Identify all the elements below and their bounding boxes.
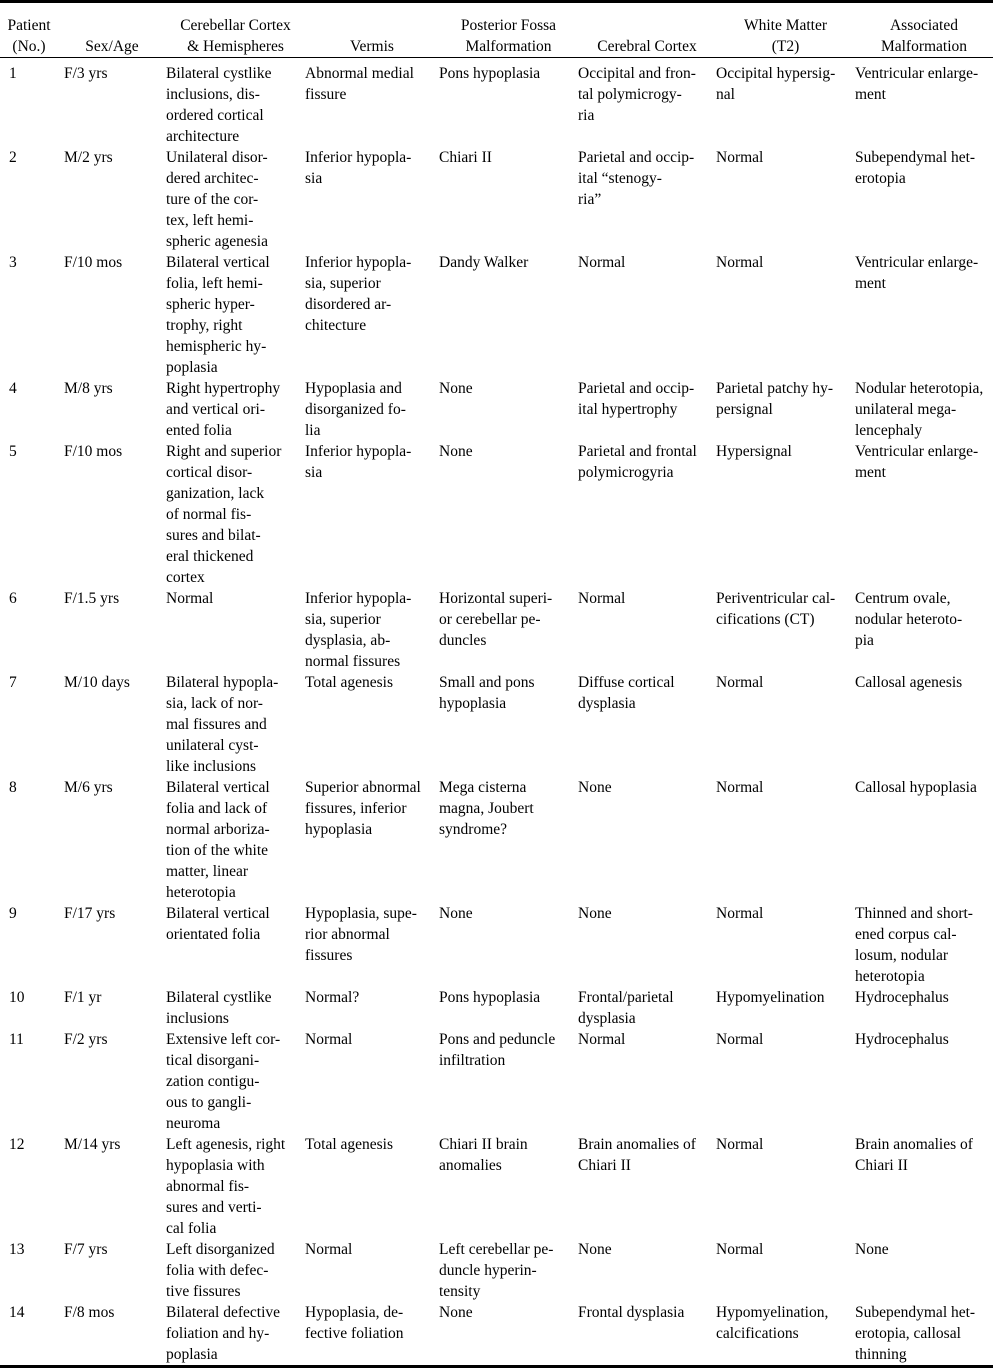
col-header-vermis: Vermis — [350, 38, 394, 55]
cell-cerebral-cortex: None — [578, 779, 612, 796]
cell-associated-malformation: Subependymal het- erotopia, callosal thinning — [855, 1304, 976, 1363]
cell-posterior-fossa: None — [439, 443, 473, 460]
table-row — [0, 588, 993, 672]
cell-patient-no: 11 — [9, 1031, 24, 1048]
cell-vermis: Hypoplasia, de- fective foliation — [305, 1304, 404, 1342]
cell-patient-no: 7 — [9, 674, 17, 691]
cell-cerebral-cortex: Frontal/parietal dysplasia — [578, 989, 674, 1027]
cell-sex-age: F/2 yrs — [64, 1031, 108, 1048]
cell-white-matter: Occipital hypersig- nal — [716, 65, 836, 103]
table-row — [0, 1029, 993, 1134]
cell-white-matter: Normal — [716, 1031, 764, 1048]
table-row — [0, 903, 993, 987]
cell-sex-age: M/8 yrs — [64, 380, 113, 397]
cell-vermis: Inferior hypopla- sia, superior dysplasia, ab- normal fissures — [305, 590, 412, 670]
cell-posterior-fossa: Small and pons hypoplasia — [439, 674, 535, 712]
cell-sex-age: F/17 yrs — [64, 905, 116, 922]
cell-posterior-fossa: Pons and peduncle infiltration — [439, 1031, 556, 1069]
cell-posterior-fossa: Chiari II — [439, 149, 492, 166]
cell-cerebellar-cortex: Bilateral hypopla- sia, lack of nor- mal fissures and unilateral cyst- like inclusions — [166, 674, 279, 775]
cell-sex-age: M/14 yrs — [64, 1136, 121, 1153]
cell-sex-age: M/10 days — [64, 674, 130, 691]
cell-sex-age: F/10 mos — [64, 443, 123, 460]
cell-sex-age: F/3 yrs — [64, 65, 108, 82]
table-row — [0, 987, 993, 1029]
cell-vermis: Normal — [305, 1031, 353, 1048]
cell-associated-malformation: Brain anomalies of Chiari II — [855, 1136, 973, 1174]
cell-white-matter: Parietal patchy hy- persignal — [716, 380, 834, 418]
col-header-white-matter: White Matter (T2) — [743, 17, 828, 55]
cell-associated-malformation: Ventricular enlarge- ment — [855, 254, 979, 292]
cell-white-matter: Normal — [716, 779, 764, 796]
cell-patient-no: 9 — [9, 905, 17, 922]
cell-vermis: Hypoplasia and disorganized fo- lia — [305, 380, 406, 439]
cell-cerebral-cortex: None — [578, 905, 612, 922]
cell-sex-age: M/6 yrs — [64, 779, 113, 796]
table-row — [0, 147, 993, 252]
cell-posterior-fossa: Pons hypoplasia — [439, 65, 541, 82]
cell-white-matter: Normal — [716, 254, 764, 271]
cell-vermis: Superior abnormal fissures, inferior hypoplasia — [305, 779, 421, 838]
cell-patient-no: 2 — [9, 149, 17, 166]
cell-cerebral-cortex: Normal — [578, 254, 626, 271]
cell-cerebral-cortex: Diffuse cortical dysplasia — [578, 674, 675, 712]
col-header-sex-age: Sex/Age — [85, 38, 139, 55]
cell-cerebral-cortex: Occipital and fron- tal polymicrogy- ria — [578, 65, 696, 124]
cell-vermis: Total agenesis — [305, 1136, 394, 1153]
table-row — [0, 57, 993, 147]
cell-patient-no: 8 — [9, 779, 17, 796]
cell-cerebellar-cortex: Right hypertrophy and vertical ori- ented folia — [166, 380, 281, 439]
col-header-cerebral-cortex: Cerebral Cortex — [597, 38, 697, 55]
cell-vermis: Inferior hypopla- sia — [305, 443, 412, 481]
cell-patient-no: 5 — [9, 443, 17, 460]
cell-white-matter: Periventricular cal- cifications (CT) — [716, 590, 836, 628]
cell-associated-malformation: Ventricular enlarge- ment — [855, 65, 979, 103]
cell-sex-age: F/1.5 yrs — [64, 590, 120, 607]
table-row — [0, 441, 993, 588]
cell-vermis: Normal? — [305, 989, 360, 1006]
cell-white-matter: Hypomyelination, calcifications — [716, 1304, 829, 1342]
cell-patient-no: 14 — [9, 1304, 25, 1321]
cell-cerebral-cortex: Parietal and frontal polymicrogyria — [578, 443, 697, 481]
cell-sex-age: F/1 yr — [64, 989, 102, 1006]
cell-cerebral-cortex: Parietal and occip- ital “stenogy- ria” — [578, 149, 695, 208]
cell-cerebral-cortex: Brain anomalies of Chiari II — [578, 1136, 696, 1174]
cell-cerebellar-cortex: Bilateral vertical folia, left hemi- spheric hyper- trophy, right hemispheric hy- poplasia — [166, 254, 270, 376]
cell-associated-malformation: Hydrocephalus — [855, 989, 949, 1006]
cell-vermis: Total agenesis — [305, 674, 394, 691]
top-rule — [0, 0, 993, 3]
cell-posterior-fossa: None — [439, 905, 473, 922]
cell-associated-malformation: Callosal hypoplasia — [855, 779, 977, 796]
cell-vermis: Normal — [305, 1241, 353, 1258]
table-row — [0, 252, 993, 378]
cell-white-matter: Normal — [716, 149, 764, 166]
cell-cerebellar-cortex: Left disorganized folia with defec- tive fissures — [166, 1241, 275, 1300]
table-row — [0, 1134, 993, 1239]
cell-posterior-fossa: None — [439, 1304, 473, 1321]
cell-cerebellar-cortex: Extensive left cor- tical disorgani- zation contigu- ous to gangli- neuroma — [166, 1031, 281, 1132]
cell-associated-malformation: Callosal agenesis — [855, 674, 963, 691]
cell-associated-malformation: None — [855, 1241, 889, 1258]
cell-white-matter: Normal — [716, 674, 764, 691]
cell-patient-no: 10 — [9, 989, 25, 1006]
table-row — [0, 672, 993, 777]
cell-associated-malformation: Subependymal het- erotopia — [855, 149, 976, 187]
cell-cerebellar-cortex: Normal — [166, 590, 214, 607]
cell-sex-age: F/7 yrs — [64, 1241, 108, 1258]
cell-cerebellar-cortex: Unilateral disor- dered architec- ture of the cor- tex, left hemi- spheric agenesia — [166, 149, 268, 250]
cell-cerebellar-cortex: Bilateral cystlike inclusions — [166, 989, 272, 1027]
cell-sex-age: F/8 mos — [64, 1304, 115, 1321]
cell-associated-malformation: Thinned and short- ened corpus cal- losum, nodular heterotopia — [855, 905, 973, 985]
cell-cerebellar-cortex: Bilateral vertical orientated folia — [166, 905, 270, 943]
col-header-posterior-fossa: Posterior Fossa Malformation — [460, 17, 557, 55]
cell-cerebral-cortex: Frontal dysplasia — [578, 1304, 685, 1321]
cell-patient-no: 3 — [9, 254, 17, 271]
cell-posterior-fossa: Left cerebellar pe- duncle hyperin- tensity — [439, 1241, 554, 1300]
cell-posterior-fossa: Pons hypoplasia — [439, 989, 541, 1006]
table-row — [0, 378, 993, 441]
cell-vermis: Abnormal medial fissure — [305, 65, 414, 103]
table-row — [0, 1239, 993, 1302]
cell-posterior-fossa: Mega cisterna magna, Joubert syndrome? — [439, 779, 534, 838]
cell-associated-malformation: Centrum ovale, nodular heteroto- pia — [855, 590, 963, 649]
cell-cerebellar-cortex: Right and superior cortical disor- ganization, lack of normal fis- sures and bilat- eral thickened cortex — [166, 443, 282, 586]
cell-patient-no: 4 — [9, 380, 17, 397]
cell-cerebellar-cortex: Bilateral cystlike inclusions, dis- ordered cortical architecture — [166, 65, 272, 145]
cell-cerebral-cortex: Normal — [578, 1031, 626, 1048]
cell-patient-no: 1 — [9, 65, 17, 82]
cell-patient-no: 6 — [9, 590, 17, 607]
cell-posterior-fossa: None — [439, 380, 473, 397]
cell-cerebellar-cortex: Bilateral defective foliation and hy- poplasia — [166, 1304, 281, 1363]
cell-sex-age: M/2 yrs — [64, 149, 113, 166]
malformation-table — [0, 8, 993, 1365]
cell-associated-malformation: Hydrocephalus — [855, 1031, 949, 1048]
cell-white-matter: Hypersignal — [716, 443, 792, 460]
cell-posterior-fossa: Dandy Walker — [439, 254, 529, 271]
cell-associated-malformation: Ventricular enlarge- ment — [855, 443, 979, 481]
cell-patient-no: 13 — [9, 1241, 25, 1258]
bottom-rule — [0, 1365, 993, 1368]
table-row — [0, 1302, 993, 1365]
cell-white-matter: Normal — [716, 1136, 764, 1153]
cell-vermis: Inferior hypopla- sia, superior disordered ar- chitecture — [305, 254, 412, 334]
cell-vermis: Inferior hypopla- sia — [305, 149, 412, 187]
cell-posterior-fossa: Chiari II brain anomalies — [439, 1136, 528, 1174]
cell-white-matter: Normal — [716, 905, 764, 922]
col-header-patient: Patient (No.) — [7, 17, 51, 55]
header-row — [0, 8, 993, 57]
cell-cerebral-cortex: Parietal and occip- ital hypertrophy — [578, 380, 695, 418]
cell-sex-age: F/10 mos — [64, 254, 123, 271]
cell-patient-no: 12 — [9, 1136, 25, 1153]
cell-cerebral-cortex: Normal — [578, 590, 626, 607]
col-header-associated-malformation: Associated Malformation — [880, 17, 968, 55]
table-row — [0, 777, 993, 903]
cell-vermis: Hypoplasia, supe- rior abnormal fissures — [305, 905, 417, 964]
cell-cerebral-cortex: None — [578, 1241, 612, 1258]
cell-cerebellar-cortex: Left agenesis, right hypoplasia with abnormal fis- sures and verti- cal folia — [166, 1136, 286, 1237]
cell-associated-malformation: Nodular heterotopia, unilateral mega- lencephaly — [855, 380, 984, 439]
cell-white-matter: Normal — [716, 1241, 764, 1258]
cell-posterior-fossa: Horizontal superi- or cerebellar pe- duncles — [439, 590, 553, 649]
cell-cerebellar-cortex: Bilateral vertical folia and lack of normal arboriza- tion of the white matter, linear heterotopia — [166, 779, 270, 901]
cell-white-matter: Hypomyelination — [716, 989, 825, 1006]
col-header-cerebellar-cortex: Cerebellar Cortex & Hemispheres — [180, 17, 291, 55]
